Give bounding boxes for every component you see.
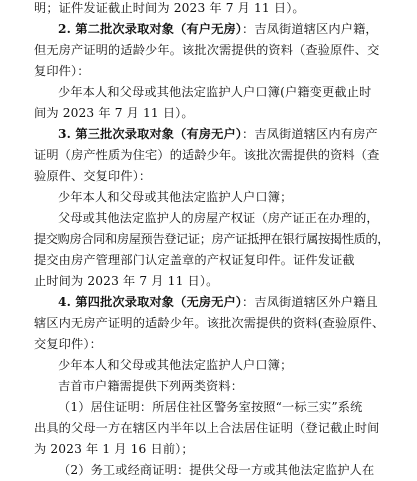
- text-line: （1）居住证明：所居住社区警务室按照“一标三实”系统: [58, 400, 363, 414]
- text-line: 少年本人和父母或其他法定监护人户口簿(户籍变更截止时: [58, 85, 372, 99]
- text-line: 交复印件）：: [34, 337, 102, 351]
- text-line: （2）务工或经商证明：提供父母一方或其他法定监护人在: [58, 463, 375, 477]
- text-line: 提交由房产管理部门认定盖章的产权证复印件。证件发证截: [34, 253, 355, 267]
- section-heading-batch-4: 4. 第四批次录取对象（无房无户）：吉凤街道辖区外户籍且: [58, 295, 378, 309]
- text-line: 复印件）：: [34, 64, 90, 78]
- text-line: 为 2023 年 1 月 16 日前）；: [34, 442, 194, 456]
- text-line: 吉首市户籍需提供下列两类资料：: [58, 379, 244, 393]
- text-line: 父母或其他法定监护人的房屋产权证（房产证正在办理的，: [58, 211, 379, 225]
- text-line: 出具的父母一方在辖区内半年以上合法居住证明（登记截止时间: [34, 421, 380, 435]
- text-line: 但无房产证明的适龄少年。该批次需提供的资料（查验原件、交: [34, 43, 380, 57]
- text-line: 少年本人和父母或其他法定监护人户口簿；: [58, 190, 293, 204]
- section-heading-batch-2: 2. 第二批次录取对象（有户无房）：吉凤街道辖区内户籍，: [58, 22, 378, 36]
- section-heading-batch-3: 3. 第三批次录取对象（有房无户）：吉凤街道辖区内有房产: [58, 127, 378, 141]
- text-line: 明；证件发证截止时间为 2023 年 7 月 11 日）。: [34, 1, 305, 15]
- text-line: 提交购房合同和房屋预告登记证；房产证抵押在银行属按揭性质的，: [34, 232, 390, 246]
- text-line: 辖区内无房产证明的适龄少年。该批次需提供的资料(查验原件、: [34, 316, 385, 330]
- text-line: 间为 2023 年 7 月 11 日）。: [34, 106, 194, 120]
- text-line: 验原件、交复印件）：: [34, 169, 152, 183]
- text-line: 少年本人和父母或其他法定监护人户口簿；: [58, 358, 293, 372]
- text-line: 止时间为 2023 年 7 月 11 日）。: [34, 274, 219, 288]
- text-line: 证明（房产性质为住宅）的适龄少年。该批次需提供的资料（查: [34, 148, 380, 162]
